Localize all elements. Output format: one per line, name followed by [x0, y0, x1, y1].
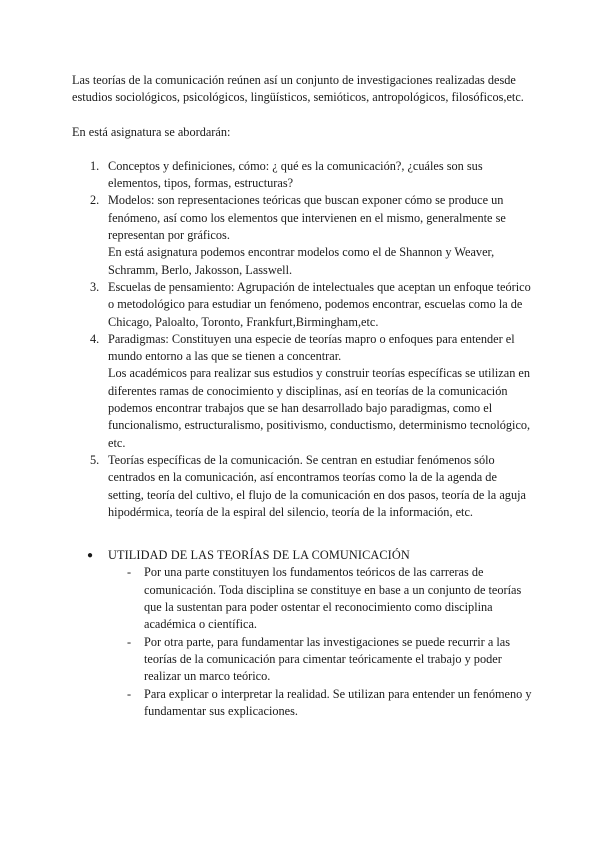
item-number: 3.: [90, 279, 100, 294]
dash-item-text: Por otra parte, para fundamentar las investigaciones se puede recurrir a las teorías de la comunicación para cimentar teóricamente el trabajo y poder realizar un marco teórico.: [144, 634, 511, 684]
list-item-3: [72, 279, 534, 331]
dash-item-text: Por una parte constituyen los fundamentos teóricos de las carreras de comunicación. Toda disciplina se constituye en base a un conjunto de teorías que la sustentan para poder ostentar el reconocimiento como disciplina académica o científica.: [144, 565, 522, 632]
numbered-list: [72, 158, 534, 521]
item-text: Paradigmas: Constituyen una especie de teorías mapro o enfoques para entender el mundo entorno a las que se tienen a concentrar.: [108, 331, 515, 364]
document-body: [72, 72, 534, 720]
item-text: Modelos: son representaciones teóricas que buscan exponer cómo se produce un fenómeno, así como los elementos que intervienen en el mismo, generalmente se representan por gráficos.: [108, 193, 506, 243]
item-number: 5.: [90, 452, 100, 467]
dash-icon: -: [127, 686, 132, 701]
dash-item-1: [72, 564, 534, 633]
item-number: 2.: [90, 193, 100, 208]
list-item-1: [72, 158, 534, 193]
lead-paragraph: En está asignatura se abordarán:: [72, 124, 231, 139]
dash-icon: -: [127, 565, 132, 580]
section-heading: [72, 547, 534, 564]
item-text: Teorías específicas de la comunicación. Se centran en estudiar fenómenos sólo centrados en la comunicación, así encontramos teorías como la de la agenda de setting, teoría del cultivo, el flujo de la comunicación en dos pasos, teoría de la aguja hipodérmica, teoría de la espiral del silencio, teoría de la información, etc.: [108, 452, 526, 519]
utility-section: [72, 547, 534, 720]
item-text-continued: En está asignatura podemos encontrar modelos como el de Shannon y Weaver, Schramm, Berlo, Jakosson, Lasswell.: [108, 245, 495, 277]
list-item-5: [72, 452, 534, 521]
bullet-icon: ●: [87, 550, 94, 562]
section-title: UTILIDAD DE LAS TEORÍAS DE LA COMUNICACIÓN: [108, 548, 410, 563]
item-number: 1.: [90, 158, 100, 173]
dash-list: [72, 564, 534, 720]
item-text: Conceptos y definiciones, cómo: ¿ qué es la comunicación?, ¿cuáles son sus elementos, tipos, formas, estructuras?: [108, 158, 483, 191]
dash-icon: -: [127, 634, 132, 649]
intro-paragraph: Las teorías de la comunicación reúnen así un conjunto de investigaciones realizadas desde estudios sociológicos, psicológicos, lingüísticos, semióticos, antropológicos, filosóficos,etc.: [72, 73, 524, 105]
dash-item-2: [72, 634, 534, 686]
item-text-continued: Los académicos para realizar sus estudios y construir teorías específicas se utilizan en diferentes ramas de conocimiento y disciplinas, así en teorías de la comunicación podemos encontrar trabajos que se han desarrollado bajo paradigmas, como el funcionalismo, estructuralismo, positivismo, conductismo, determinismo tecnológico, etc.: [108, 366, 531, 450]
dash-item-text: Para explicar o interpretar la realidad. Se utilizan para entender un fenómeno y fundamentar sus explicaciones.: [144, 686, 532, 718]
item-number: 4.: [90, 331, 100, 346]
list-item-4: [72, 331, 534, 452]
dash-item-3: [72, 686, 534, 721]
list-item-2: [72, 192, 534, 278]
item-text: Escuelas de pensamiento: Agrupación de intelectuales que aceptan un enfoque teórico o metodológico para estudiar un fenómeno, podemos encontrar, escuelas como la de Chicago, Paloalto, Toronto, Frankfurt,Birmingham,etc.: [108, 279, 531, 329]
